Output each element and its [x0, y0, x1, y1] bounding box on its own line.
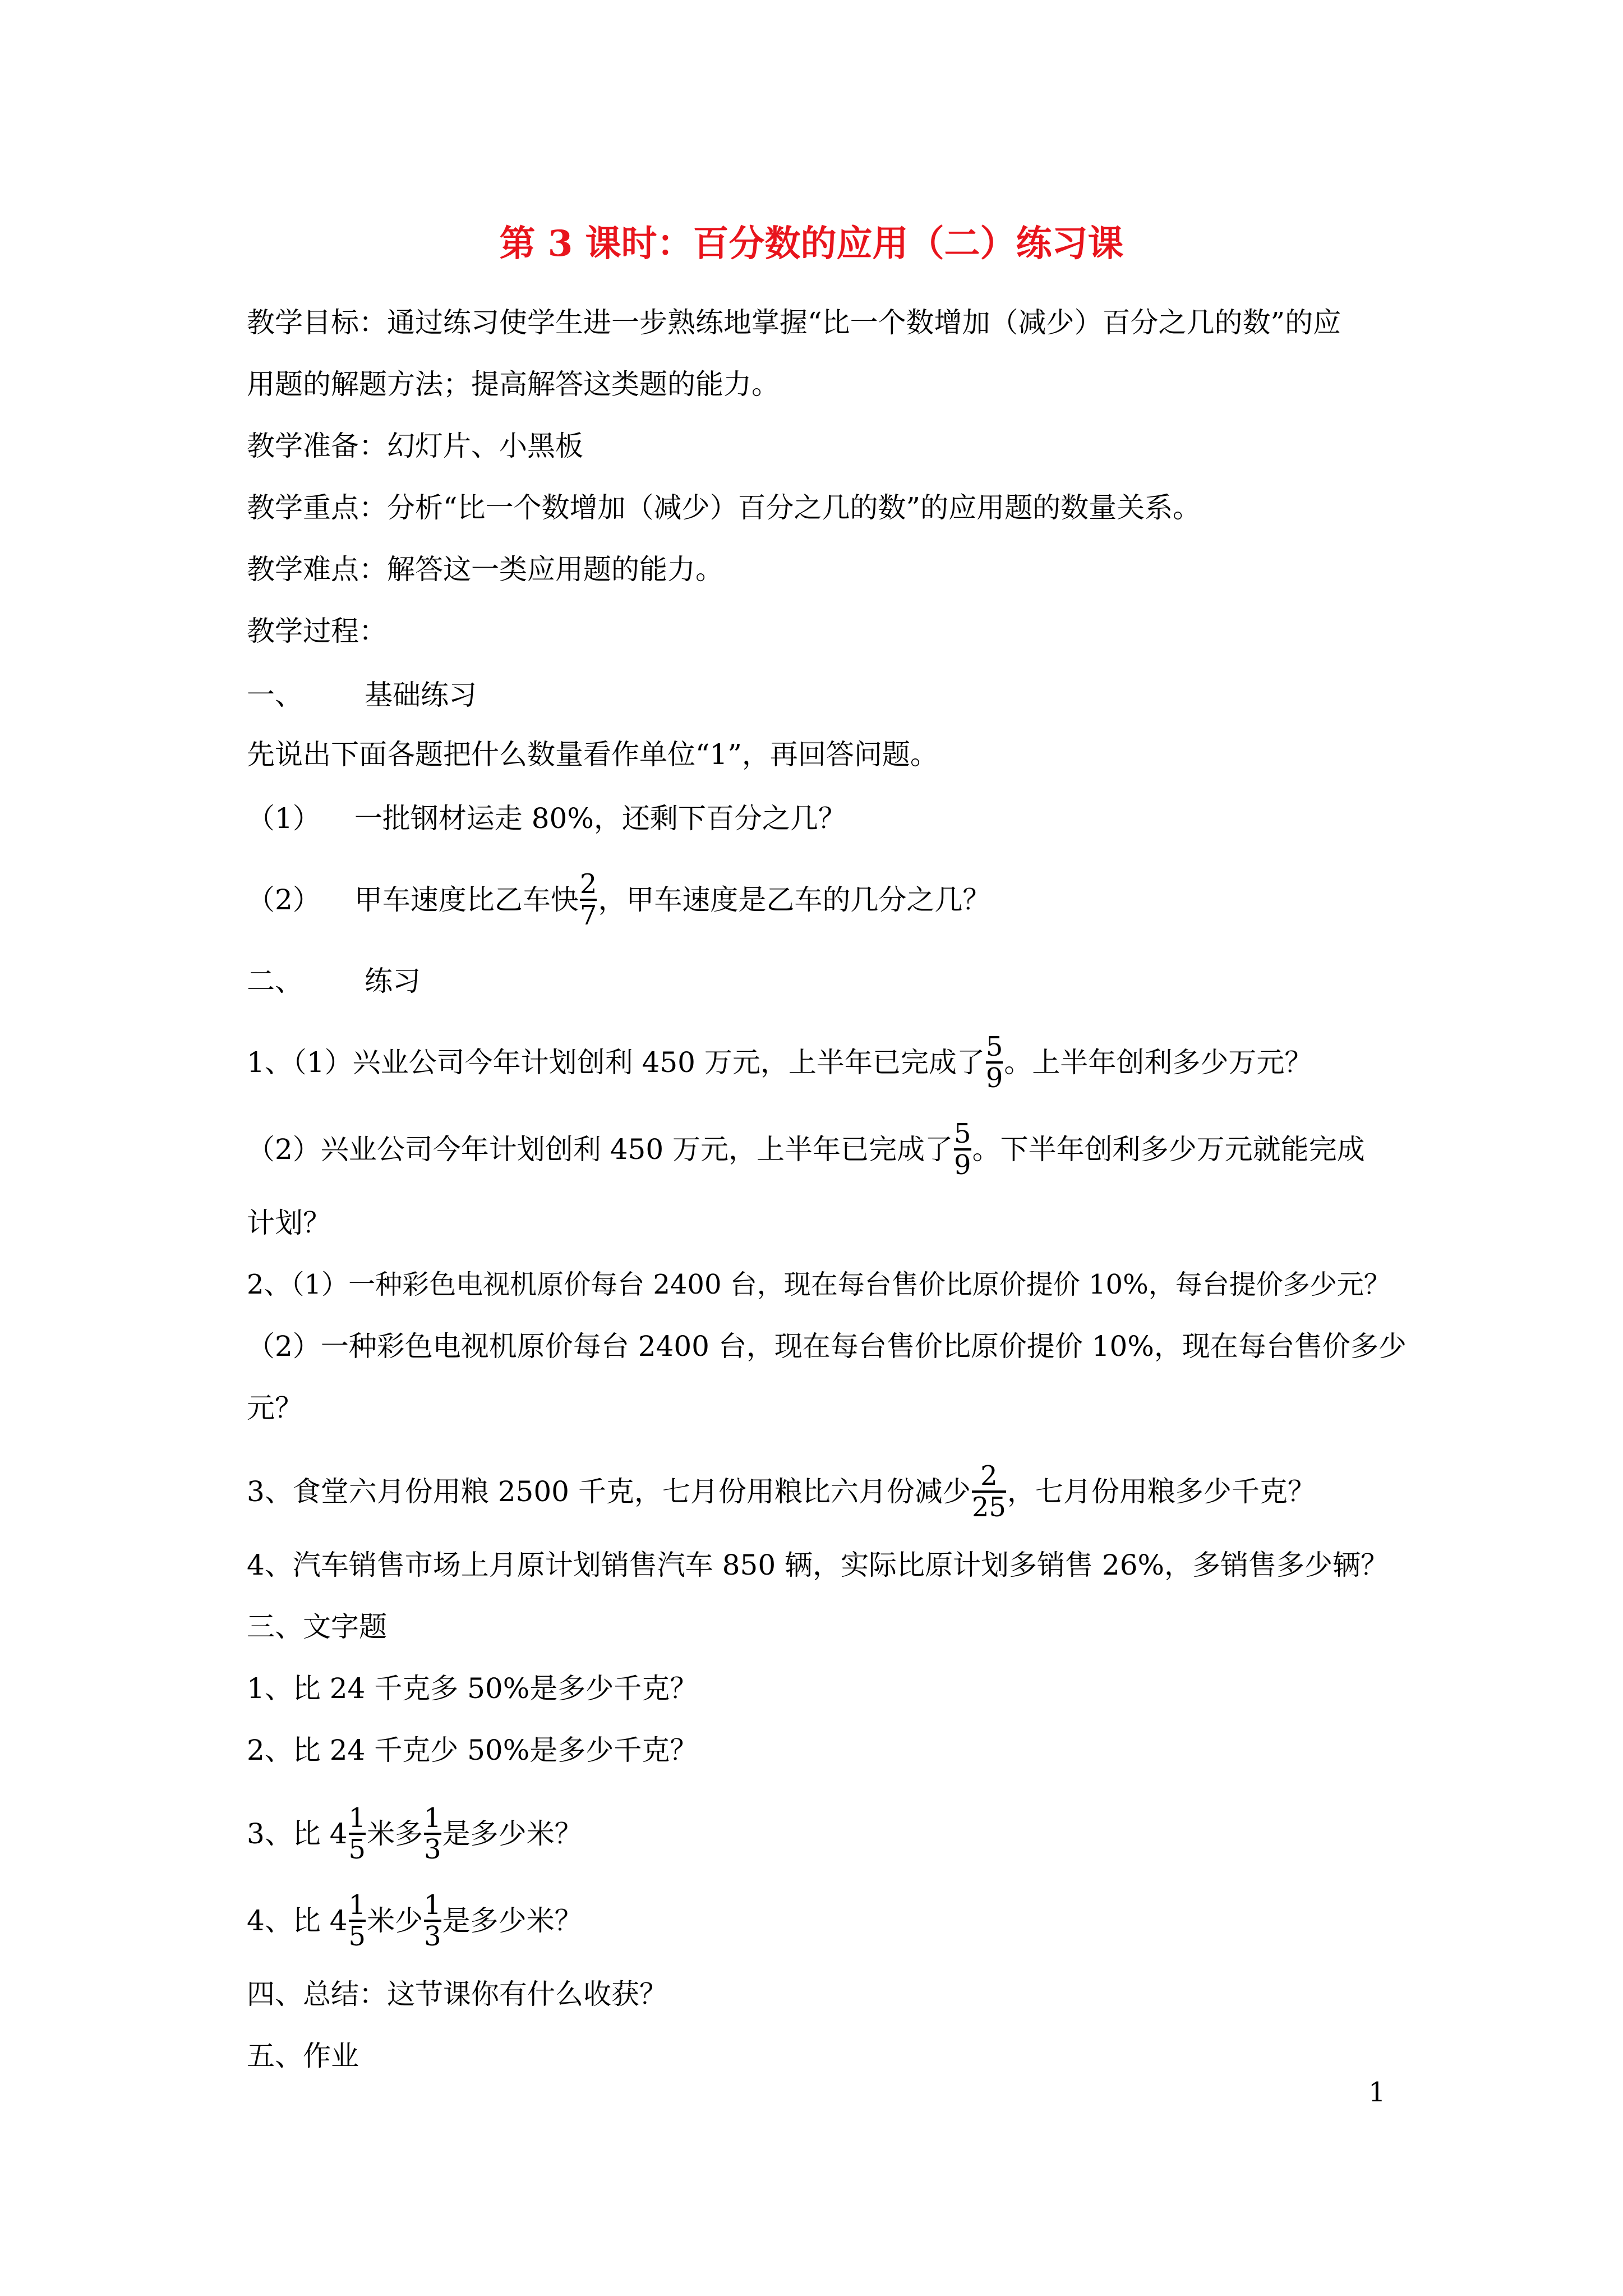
teaching-goal-line-2: 用题的解题方法；提高解答这类题的能力。	[247, 368, 780, 401]
section-4-summary: 四、总结：这节课你有什么收获？	[247, 1978, 667, 2010]
fraction-numerator: 1	[348, 1889, 366, 1921]
mixed-number-whole: 4	[329, 1904, 348, 1937]
word-problem-3-middle: 米多	[367, 1818, 423, 1850]
practice-1-part-2-text: （2）兴业公司今年计划创利 450 万元，上半年已完成了	[247, 1133, 953, 1166]
question-1-number: （1）	[247, 802, 321, 835]
practice-3-text: 3、食堂六月份用粮 2500 千克，七月份用粮比六月份减少	[247, 1475, 971, 1508]
word-problem-3-text: 3、比	[247, 1818, 330, 1850]
practice-3	[247, 1458, 1391, 1523]
fraction-numerator: 2	[579, 868, 597, 900]
practice-2-part-2: （2）一种彩色电视机原价每台 2400 台，现在每台售价比原价提价 10%，现在每台售价多少	[247, 1330, 1407, 1363]
practice-1-part-2-continued: 计划？	[247, 1207, 331, 1239]
practice-1-part-1-text: 1、（1）兴业公司今年计划创利 450 万元，上半年已完成了	[247, 1046, 985, 1079]
practice-1-part-2-question: 。下半年创利多少万元就能完成	[972, 1133, 1365, 1166]
section-2-number: 二、	[247, 965, 303, 997]
teaching-preparation: 教学准备：幻灯片、小黑板	[247, 430, 583, 462]
word-problem-3-question: 是多少米？	[442, 1818, 583, 1850]
section-3-heading: 三、文字题	[247, 1611, 387, 1643]
section-1-heading	[247, 662, 1391, 724]
fraction-one-third	[424, 1803, 441, 1864]
section-5-homework: 五、作业	[247, 2040, 359, 2072]
practice-2-part-2-continued: 元？	[247, 1392, 303, 1424]
fraction-five-ninths	[954, 1119, 971, 1180]
section-2-heading	[247, 948, 1391, 1010]
page-title: 第 3 课时：百分数的应用（二）练习课	[499, 223, 1124, 265]
fraction-numerator: 5	[954, 1118, 971, 1149]
practice-1-part-2	[247, 1116, 1391, 1181]
fraction-two-sevenths	[580, 869, 597, 930]
fraction-denominator: 7	[579, 900, 597, 931]
teaching-goal-line-1: 教学目标：通过练习使学生进一步熟练地掌握“比一个数增加（减少）百分之几的数”的应	[247, 306, 1341, 339]
section-2-title: 练习	[365, 965, 421, 997]
word-problem-4	[247, 1888, 1391, 1952]
fraction-denominator: 3	[424, 1921, 441, 1952]
fraction-one-fifth	[349, 1803, 366, 1864]
word-problem-4-text: 4、比	[247, 1904, 330, 1937]
fraction-five-ninths	[986, 1032, 1003, 1093]
teaching-process-heading: 教学过程：	[247, 615, 387, 647]
word-problem-4-middle: 米少	[367, 1904, 423, 1937]
fraction-numerator: 2	[980, 1460, 998, 1492]
practice-3-question: ，七月份用粮多少千克？	[1007, 1475, 1316, 1508]
question-2-text-after: ，甲车速度是乙车的几分之几？	[598, 884, 991, 916]
question-2	[247, 867, 1391, 931]
question-2-text-before: 甲车速度比乙车快	[354, 884, 579, 916]
question-2-number: （2）	[247, 884, 321, 916]
fraction-numerator: 1	[348, 1802, 366, 1834]
fraction-one-fifth	[349, 1890, 366, 1951]
page-number: 1	[1368, 2077, 1386, 2108]
practice-1-part-1	[247, 1029, 1391, 1094]
fraction-numerator: 5	[985, 1031, 1003, 1062]
fraction-denominator: 25	[971, 1492, 1006, 1523]
fraction-denominator: 5	[348, 1921, 366, 1952]
question-1-text: 一批钢材运走 80%，还剩下百分之几？	[354, 802, 846, 835]
teaching-key-point: 教学重点：分析“比一个数增加（减少）百分之几的数”的应用题的数量关系。	[247, 491, 1201, 524]
practice-4: 4、汽车销售市场上月原计划销售汽车 850 辆，实际比原计划多销售 26%，多销售多少辆？	[247, 1549, 1389, 1581]
fraction-numerator: 1	[424, 1889, 441, 1921]
section-1-title: 基础练习	[365, 679, 477, 711]
teaching-difficulty: 教学难点：解答这一类应用题的能力。	[247, 553, 723, 586]
practice-1-part-1-question: 。上半年创利多少万元？	[1004, 1046, 1313, 1079]
fraction-denominator: 3	[424, 1834, 441, 1865]
word-problem-3	[247, 1801, 1391, 1865]
fraction-two-twentyfifths	[972, 1461, 1006, 1522]
question-1	[247, 785, 1391, 847]
fraction-denominator: 9	[954, 1149, 971, 1181]
fraction-numerator: 1	[424, 1802, 441, 1834]
word-problem-2: 2、比 24 千克少 50%是多少千克？	[247, 1734, 698, 1766]
section-1-intro: 先说出下面各题把什么数量看作单位“1”，再回答问题。	[247, 738, 938, 771]
fraction-denominator: 9	[985, 1062, 1003, 1094]
mixed-number-whole: 4	[329, 1818, 348, 1850]
fraction-one-third	[424, 1890, 441, 1951]
fraction-denominator: 5	[348, 1834, 366, 1865]
word-problem-1: 1、比 24 千克多 50%是多少千克？	[247, 1672, 698, 1705]
word-problem-4-question: 是多少米？	[442, 1904, 583, 1937]
section-1-number: 一、	[247, 679, 303, 711]
practice-2-part-1: 2、（1）一种彩色电视机原价每台 2400 台，现在每台售价比原价提价 10%，每台提价多少元？	[247, 1269, 1391, 1300]
